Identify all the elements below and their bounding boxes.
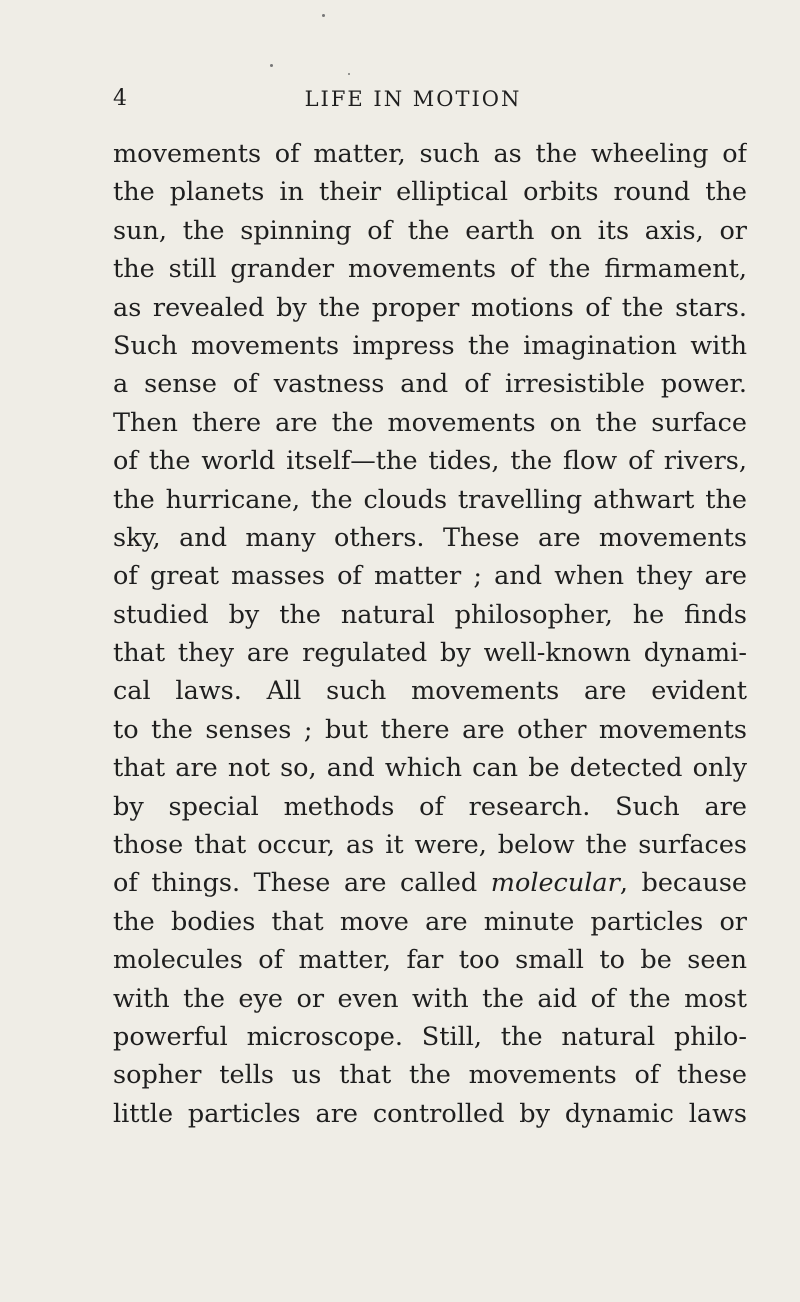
text-line: that are not so, and which can be detected only [113, 753, 747, 784]
text-line: a sense of vastness and of irresistible power. [113, 369, 747, 400]
page-header [113, 84, 713, 114]
text-line: that they are regulated by well-known dynami- [113, 638, 747, 669]
text-line: as revealed by the proper motions of the stars. [113, 292, 747, 323]
ink-speck [348, 73, 350, 75]
text-segment: of things. These are called [113, 868, 491, 899]
text-line: sky, and many others. These are movements [113, 522, 747, 553]
text-line: cal laws. All such movements are evident [113, 676, 747, 707]
ink-speck [322, 14, 325, 17]
text-line-with-italic [113, 864, 747, 902]
text-line: with the eye or even with the aid of the most [113, 983, 747, 1014]
text-line: studied by the natural philosopher, he finds [113, 599, 747, 630]
page-number: 4 [113, 86, 127, 111]
text-line: to the senses ; but there are other movements [113, 714, 747, 745]
text-line: movements of matter, such as the wheeling of [113, 139, 747, 169]
text-line: Such movements impress the imagination with [113, 330, 747, 361]
text-line: of great masses of matter ; and when they are [113, 561, 747, 592]
ink-speck [270, 64, 273, 67]
text-line: those that occur, as it were, below the surfaces [113, 830, 747, 861]
text-line: little particles are controlled by dynamic laws [113, 1098, 747, 1129]
text-line: the bodies that move are minute particles or [113, 906, 747, 937]
text-line: sun, the spinning of the earth on its axis, or [113, 215, 747, 246]
text-line: of the world itself—the tides, the flow of rivers, [113, 446, 747, 477]
text-line: by special methods of research. Such are [113, 791, 747, 822]
body-text [113, 135, 747, 1133]
text-line: the hurricane, the clouds travelling athwart the [113, 484, 747, 515]
text-line: powerful microscope. Still, the natural philo- [113, 1021, 747, 1052]
italic-term: molecular [490, 868, 620, 899]
text-line: Then there are the movements on the surface [113, 407, 747, 438]
text-line: molecules of matter, far too small to be seen [113, 945, 747, 976]
text-line: the planets in their elliptical orbits round the [113, 177, 747, 208]
running-head: LIFE IN MOTION [304, 87, 522, 111]
text-line: sopher tells us that the movements of these [113, 1060, 747, 1091]
text-segment: , because [619, 868, 747, 899]
text-line: the still grander movements of the firmament, [113, 254, 747, 285]
